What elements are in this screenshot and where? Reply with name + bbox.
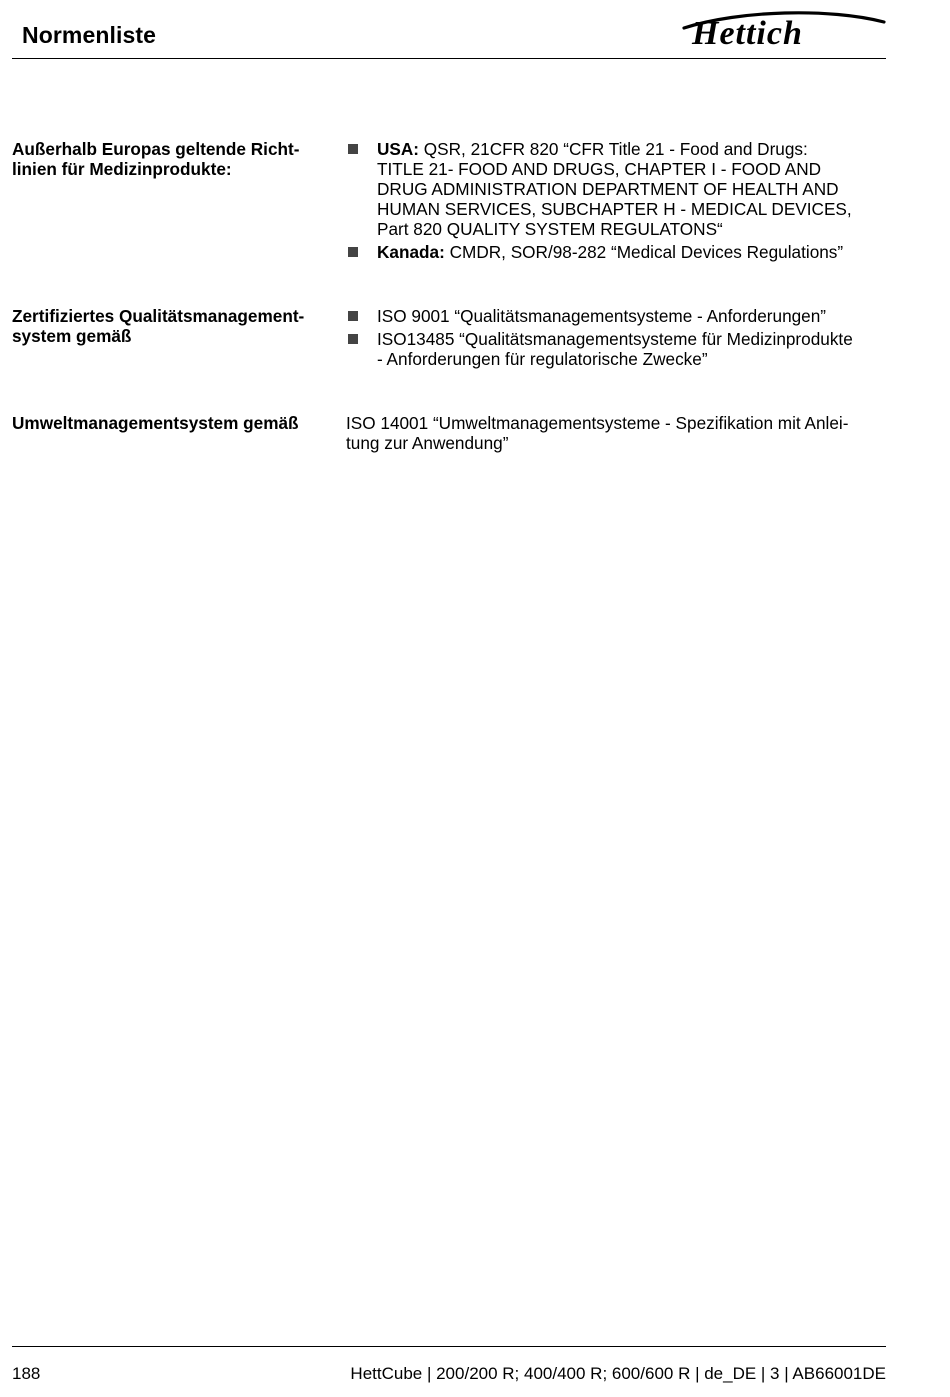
document-identifier: HettCube | 200/200 R; 400/400 R; 600/600 R | de_DE | 3 | AB66001DE — [350, 1364, 886, 1383]
hettich-logo — [680, 6, 886, 48]
bullet-list — [346, 306, 886, 369]
square-bullet-icon — [348, 247, 358, 257]
list-item-kanada: Kanada: CMDR, SOR/98-282 “Medical Devices Regulations” — [346, 242, 886, 262]
section-label: Außerhalb Europas geltende Richt- linien für Medizinprodukte: — [12, 139, 300, 179]
page-title: Normenliste — [22, 22, 157, 48]
header-divider — [12, 58, 886, 59]
section-text: ISO 14001 “Umweltmanagementsysteme - Spezifikation mit Anlei- tung zur Anwendung” — [346, 413, 849, 453]
square-bullet-icon — [348, 311, 358, 321]
bullet-list — [346, 139, 886, 262]
section-content — [346, 306, 886, 372]
list-item-iso9001: ISO 9001 “Qualitätsmanagementsysteme - Anforderungen” — [346, 306, 886, 326]
logo-text: Hettich — [692, 15, 803, 48]
section-label: Zertifiziertes Qualitätsmanagement- system gemäß — [12, 306, 305, 346]
list-item-usa: USA: QSR, 21CFR 820 “CFR Title 21 - Food and Drugs: TITLE 21- FOOD AND DRUGS, CHAPTER I - FOOD AND DRUG ADMINISTRATION DEPARTMENT OF HEALTH AND HUMAN SERVICES, SUBCHAPTER H - MEDICAL DEVICES, Part 820 QUALITY SYSTEM REGULATONS“ — [346, 139, 886, 239]
square-bullet-icon — [348, 334, 358, 344]
section-label: Umweltmanagementsystem gemäß — [12, 413, 299, 433]
list-item-iso13485: ISO13485 “Qualitätsmanagementsysteme für Medizinprodukte - Anforderungen für regulatorische Zwecke” — [346, 329, 886, 369]
page-number: 188 — [12, 1364, 41, 1383]
section-content — [346, 413, 886, 453]
footer-divider — [12, 1346, 886, 1347]
square-bullet-icon — [348, 144, 358, 154]
section-content — [346, 139, 886, 265]
